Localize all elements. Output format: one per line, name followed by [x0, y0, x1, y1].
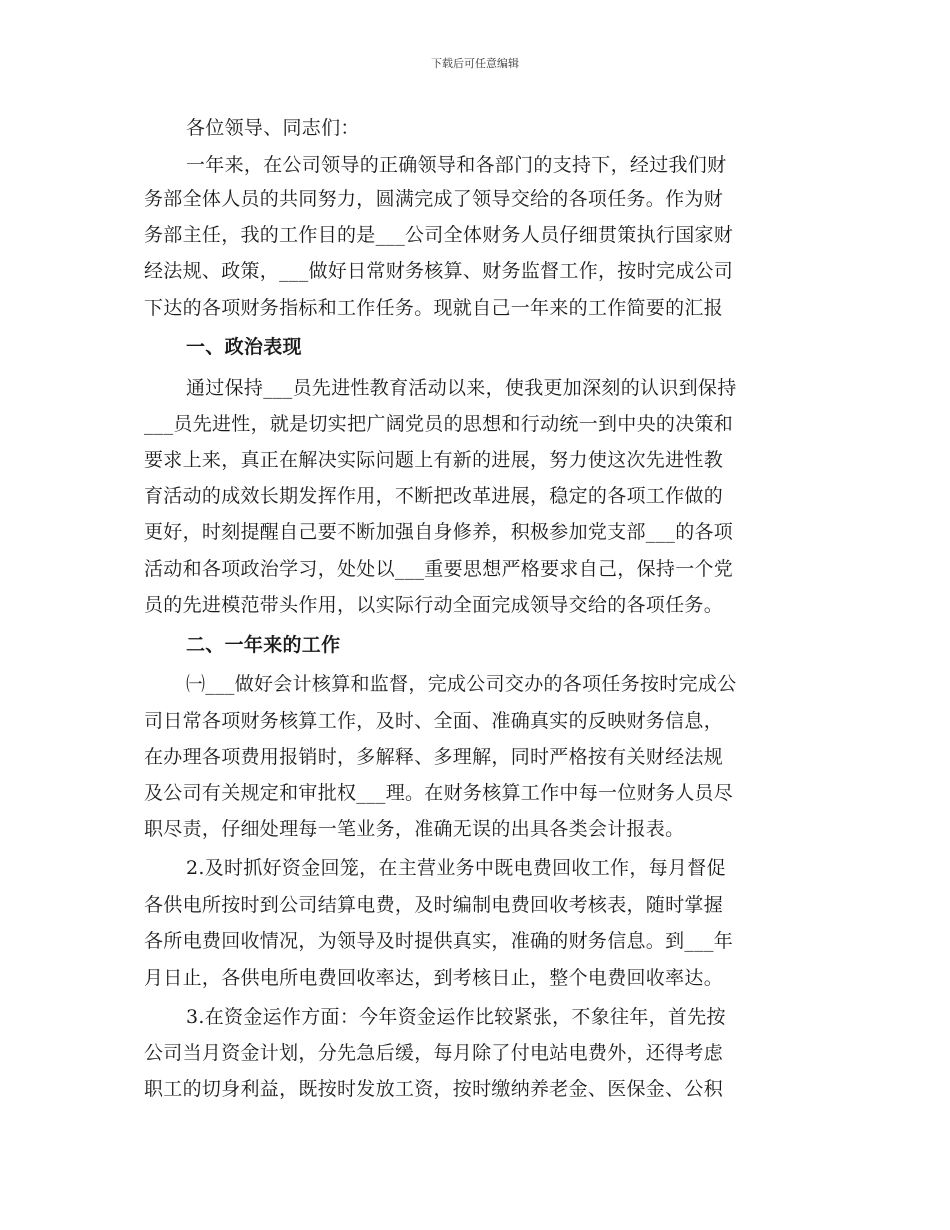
paragraph-line: 育活动的成效长期发挥作用，不断把改革进展，稳定的各项工作做的 [144, 485, 724, 507]
page-header: 下载后可任意编辑 [431, 57, 519, 70]
paragraph-line: 各所电费回收情况，为领导及时提供真实，准确的财务信息。到___年 [144, 930, 734, 952]
paragraph-line: 职尽责，仔细处理每一笔业务，准确无误的出具各类会计报表。 [144, 818, 685, 840]
paragraph-line: 一年来，在公司领导的正确领导和各部门的支持下，经过我们财 [186, 154, 727, 176]
paragraph-line: 在办理各项费用报销时，多解释、多理解，同时严格按有关财经法规 [144, 746, 724, 768]
paragraph-line: ___员先进性，就是切实把广阔党员的思想和行动统一到中央的决策和 [144, 413, 734, 435]
paragraph-line: 经法规、政策，___做好日常财务核算、财务监督工作，按时完成公司 [144, 260, 734, 282]
paragraph-line: 司日常各项财务核算工作，及时、全面、准确真实的反映财务信息， [144, 710, 724, 732]
paragraph-line: 活动和各项政治学习，处处以___重要思想严格要求自己，保持一个党 [144, 558, 734, 580]
paragraph-line: 2.及时抓好资金回笼，在主营业务中既电费回收工作，每月督促 [186, 857, 726, 879]
paragraph-line: 公司当月资金计划，分先急后缓，每月除了付电站电费外，还得考虑 [144, 1042, 724, 1064]
paragraph-line: 3.在资金运作方面：今年资金运作比较紧张，不象往年，首先按 [186, 1006, 726, 1028]
paragraph-line: 员的先进模范带头作用，以实际行动全面完成领导交给的各项任务。 [144, 594, 724, 616]
paragraph-line: 月日止，各供电所电费回收率达，到考核日止，整个电费回收率达。 [144, 967, 724, 989]
paragraph-line: 更好，时刻提醒自己要不断加强自身修养，积极参加党支部___的各项 [144, 521, 734, 543]
paragraph-line: 职工的切身利益，既按时发放工资，按时缴纳养老金、医保金、公积 [144, 1078, 724, 1100]
paragraph-line: 各供电所按时到公司结算电费，及时编制电费回收考核表，随时掌握 [144, 894, 724, 916]
paragraph-line: 务部主任，我的工作目的是___公司全体财务人员仔细贯策执行国家财 [144, 224, 734, 246]
paragraph-line: 下达的各项财务指标和工作任务。现就自己一年来的工作简要的汇报 [144, 297, 724, 319]
paragraph-line: 及公司有关规定和审批权___理。在财务核算工作中每一位财务人员尽 [144, 782, 734, 804]
paragraph-line: 通过保持___员先进性教育活动以来，使我更加深刻的认识到保持 [186, 377, 737, 399]
section-heading: 一、政治表现 [186, 336, 302, 358]
paragraph-line: 务部全体人员的共同努力，圆满完成了领导交给的各项任务。作为财 [144, 188, 724, 210]
section-heading: 二、一年来的工作 [186, 634, 341, 656]
salutation: 各位领导、同志们： [186, 117, 360, 139]
paragraph-line: 要求上来，真正在解决实际问题上有新的进展，努力使这次先进性教 [144, 449, 724, 471]
paragraph-line: ㈠___做好会计核算和监督，完成公司交办的各项任务按时完成公 [186, 673, 737, 695]
